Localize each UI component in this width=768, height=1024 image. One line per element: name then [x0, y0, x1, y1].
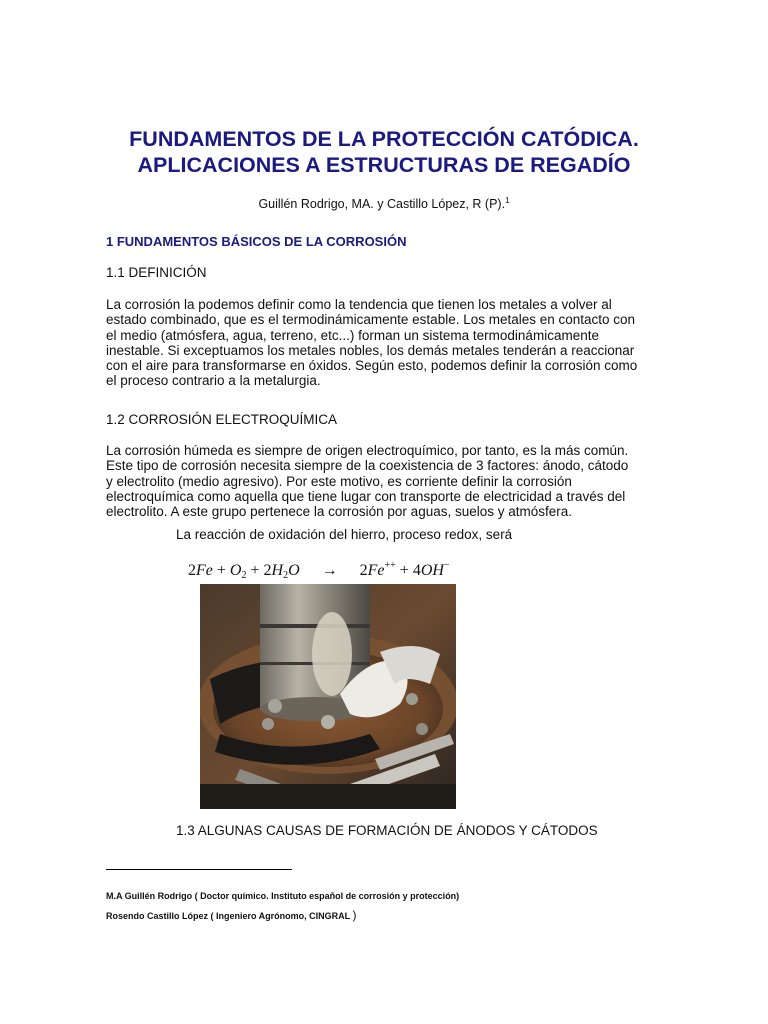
reaction-intro: La reacción de oxidación del hierro, proceso redox, será [176, 527, 513, 542]
paragraph-line: con el aire para transformarse en óxidos. Según esto, podemos definir la corrosión como [106, 358, 638, 374]
footnote-separator [106, 869, 292, 870]
title-line-2: APLICACIONES A ESTRUCTURAS DE REGADÍO [137, 153, 631, 177]
paragraph-line: La corrosión húmeda es siempre de origen electroquímico, por tanto, es la más común. [106, 443, 629, 458]
section-1-2-heading: 1.2 CORROSIÓN ELECTROQUÍMICA [106, 412, 338, 427]
section-1-heading: 1 FUNDAMENTOS BÁSICOS DE LA CORROSIÓN [106, 234, 407, 249]
paragraph-line: electrolito. A este grupo pertenece la corrosión por aguas, suelos y atmósfera. [106, 504, 573, 520]
paragraph-line: el medio (atmósfera, agua, terreno, etc...) forman un sistema termodinámicamente [106, 327, 599, 343]
redox-equation: $2Fe + O_2 + 2H_2O \to 2Fe^{++} + 4OH^-$ [188, 560, 450, 581]
paragraph-line: el proceso contrario a la metalurgia. [106, 373, 321, 389]
definition-paragraph [106, 297, 676, 389]
paragraph-line: electroquímica como aquella que tiene lugar con transporte de electricidad a través del [106, 488, 626, 504]
authors-text: Guillén Rodrigo, MA. y Castillo López, R (P). [258, 197, 506, 211]
title-line-1: FUNDAMENTOS DE LA PROTECCIÓN CATÓDICA. [129, 127, 639, 151]
footnote-1: M.A Guillén Rodrigo ( Doctor químico. Instituto español de corrosión y protección) [106, 891, 460, 901]
document-title [60, 126, 708, 178]
section-1-1-heading: 1.1 DEFINICIÓN [106, 265, 207, 280]
paragraph-line: y electrolito (medio agresivo). Por este motivo, es corriente definir la corrosión [106, 473, 572, 489]
author-line [0, 196, 768, 212]
paragraph-line: Este tipo de corrosión necesita siempre de la coexistencia de 3 factores: ánodo, cátodo [106, 458, 629, 474]
paragraph-line: inestable. Si exceptuamos los metales nobles, los demás metales tenderán a reaccionar [106, 342, 635, 358]
paragraph-line: estado combinado, que es el termodinámicamente estable. Los metales en contacto con [106, 312, 636, 328]
footnote-mark[interactable]: 1 [505, 195, 510, 205]
electrochemical-paragraph [106, 443, 676, 519]
section-1-3-heading: 1.3 ALGUNAS CAUSAS DE FORMACIÓN DE ÁNODOS Y CÁTODOS [176, 823, 598, 838]
footnote-2: Rosendo Castillo López ( Ingeniero Agrónomo, CINGRAL ) [106, 908, 357, 922]
corroded-pipe-photo [200, 584, 456, 809]
paragraph-line: La corrosión la podemos definir como la tendencia que tienen los metales a volver al [106, 297, 612, 312]
reaction-arrow-icon: → [321, 562, 338, 579]
